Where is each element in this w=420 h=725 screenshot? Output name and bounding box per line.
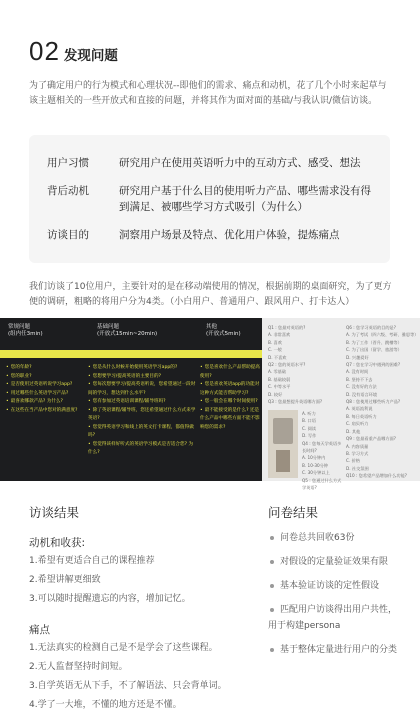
section-number: 02 xyxy=(29,36,60,66)
list-item-continuation: 用于构建persona xyxy=(268,621,341,631)
card-key: 用户习惯 xyxy=(47,157,89,169)
motivation-list xyxy=(29,552,249,609)
list-item: 基于整体定量进行用户的分类 xyxy=(268,644,408,657)
card-row-purpose xyxy=(29,227,390,243)
survey-results-list xyxy=(268,532,408,668)
questionnaire-sheet-a: Q1 : 您最对英语的? A. 非常喜欢 B. 喜欢 C. 一般 D. 不喜欢 Q2 : 您的英语水平? A. 零基础 B. 基础较弱 C. 中等水平 D. 较好 Q3 : 您最想提升英语哪方面? xyxy=(268,325,323,405)
card-value: 洞察用户场景及特点、优化用户体验，提炼痛点 xyxy=(119,229,340,241)
pain-points-title: 痛点 xyxy=(29,624,50,636)
dot-marker xyxy=(200,352,204,356)
dot-marker xyxy=(6,352,10,356)
user-groups-paragraph: 我们访谈了10位用户，主要针对的是在移动端使用的情况，根据前期的桌面研究，为了更方便的调研，粗略的将用户分为4类。（小白用户、普通用户、跟风用户、打卡达人） xyxy=(29,282,392,307)
question-list-regular: • 您的年龄? • 您的职业? • 是否使用过英语听说学习app? • 用过哪些什么英语学习产品? • 最喜欢哪款产品? 为什么? • 在这些在当产品中您对的满意度? xyxy=(6,364,88,415)
questionnaire-sheet-a2: A. 听力 B. 口语 C. 阅读 D. 写作 Q4 : 您每天学英语多长时间? A. 10分钟内 B. 10-30分钟 C. 30分钟以上 Q5 : 您通过什么方式学英语? xyxy=(302,411,342,491)
list-item: 3.可以随时提醒遗忘的内容，增加记忆。 xyxy=(29,594,191,604)
card-row-motivation xyxy=(29,183,390,215)
column-title-basic: 基础问题 (开放式15min~20min) xyxy=(97,324,158,337)
questionnaire-photo xyxy=(268,410,298,478)
research-goals-card xyxy=(29,135,390,263)
motivation-title: 动机和收获: xyxy=(29,537,86,549)
list-item: 2.无人监督坚持时间短。 xyxy=(29,662,128,672)
list-item: 基本验证访谈的定性假设 xyxy=(268,580,408,593)
question-list-basic: • 您是从什么时候开始使用英语学习app的? • 您想要学习/提高英语的主要目的? • 您每次想要学习/提高英语听说，您希望通过一段时间的学习，想达到什么水平? • 您有参加过英语培训课程/辅导班吗? • 除了英语课程/辅导班，您还希望通过什么方式来学英语? • 您觉得英语学习和线上的英文打卡课程，都值得做吗? • 您觉得该样好听式的英语学习模式是否适合您? 为什么? xyxy=(88,364,196,458)
card-value: 研究用户基于什么目的使用听力产品、哪些需求没有得到满足、被哪些学习方式吸引（为什么） xyxy=(119,185,371,213)
intro-paragraph: 为了确定用户的行为模式和心理状况--即他们的需求、痛点和动机，花了几个小时来起草与该主题相关的一些开放式和直接的问题，并将其作为面对面的基础/与我认识/微信访谈。 xyxy=(29,81,387,106)
survey-results-title: 问卷结果 xyxy=(268,505,319,520)
questionnaire-sheet-b: Q6 : 您学习英语的目的是? A. 为了考试（四六级、考研、雅思等） B. 为了工作（晋升、跳槽等） C. 为了出国（留学、旅游等） D. 兴趣爱好 Q7 : 您在学习中遇到的困难? A. 没有时间 B. 坚持不下去 C. 没有好的方法 D. 没有语言环境 Q8 : 您使用过哪些听力产品? A. 英语流利说 B. 每日英语听力 C. 扇贝听力 D. 其他 Q9 : 您最看重产品哪方面? A. 内容质量 B. 学习方式 C. 价格 D. 社交氛围 Q10 : 您希望产品增加什么功能? xyxy=(346,325,419,479)
research-materials-strip xyxy=(0,318,420,491)
accent-bar xyxy=(0,350,262,358)
question-list-other: • 您是喜欢什么产品帮助提高使用? • 您是喜欢英语app的功能对这种方式能否帮助学习? • 您一般会在哪个时间使用? • 最不能接受的是什么? 还是什么产品中哪些方面不能不影响您的需求? xyxy=(200,364,260,432)
list-item: 3.自学英语无从下手，不了解语法、只会背单词。 xyxy=(29,681,227,691)
dot-marker xyxy=(95,352,99,356)
list-item: 对假设的定量验证效果有限 xyxy=(268,556,408,569)
list-item: 匹配用户访谈得出用户共性， xyxy=(268,604,408,617)
list-item: 4.学了一大堆，不懂的地方还是不懂。 xyxy=(29,700,182,710)
column-title-regular: 常规问题 (组内任3min) xyxy=(8,324,43,337)
list-item: 2.希望讲解更细致 xyxy=(29,575,101,585)
card-key: 访谈目的 xyxy=(47,229,89,241)
list-item: 1.希望有更适合自己的课程推荐 xyxy=(29,556,155,566)
interview-questions-panel xyxy=(0,318,262,481)
card-row-habits xyxy=(29,155,390,171)
list-item: 1.无法真实的检测自己是不是学会了这些课程。 xyxy=(29,643,218,653)
pain-points-list xyxy=(29,639,264,715)
interview-results-title: 访谈结果 xyxy=(29,505,80,520)
card-key: 背后动机 xyxy=(47,185,89,197)
list-item: 问卷总共回收63份 xyxy=(268,532,408,545)
section-title: 发现问题 xyxy=(63,48,118,64)
card-value: 研究用户在使用英语听力中的互动方式、感受、想法 xyxy=(119,157,361,169)
column-title-other: 其他 (开放式5min) xyxy=(206,324,241,337)
section-header xyxy=(29,36,118,67)
